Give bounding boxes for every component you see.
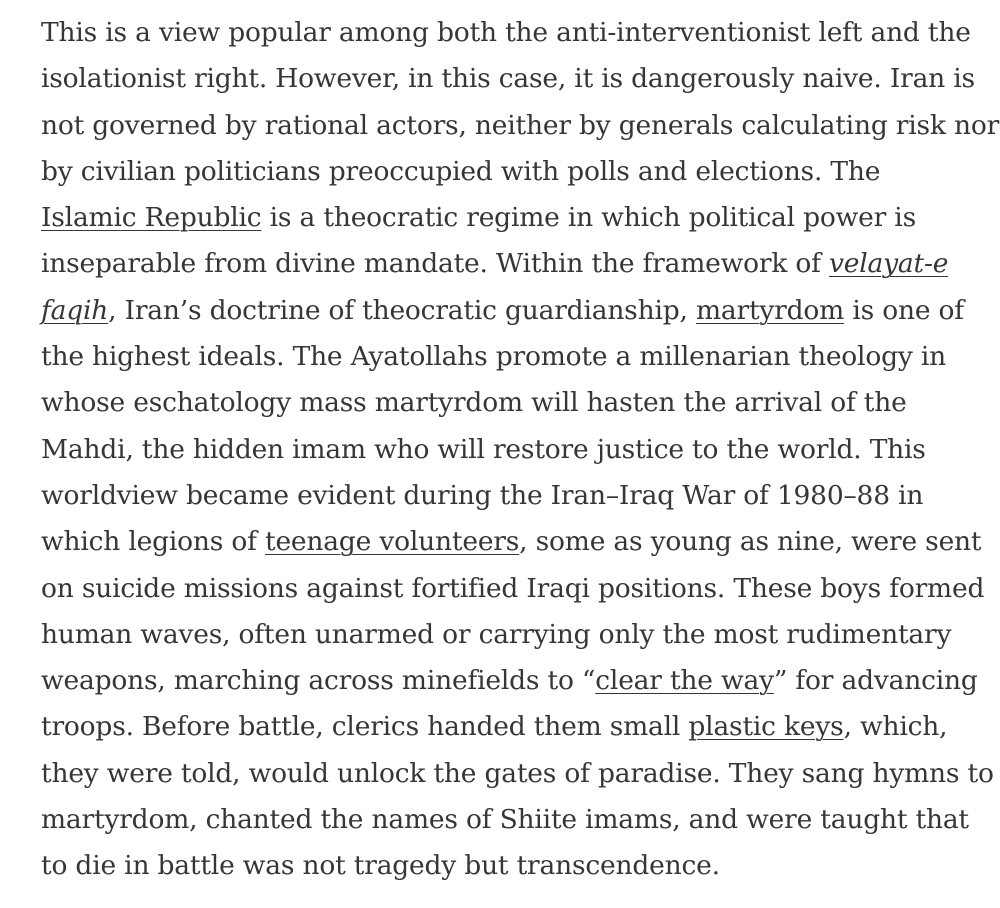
paragraph-text: inseparable from divine mandate. Within the framework of <box>41 248 829 280</box>
paragraph-text: not governed by rational actors, neither by generals calculating risk nor <box>41 109 1000 141</box>
paragraph-line <box>41 612 971 658</box>
article-paragraph <box>41 10 1000 890</box>
paragraph-line <box>41 473 971 519</box>
paragraph-text: whose eschatology mass martyrdom will hasten the arrival of the <box>41 387 907 419</box>
paragraph-text: isolationist right. However, in this case, it is dangerously naive. Iran is <box>41 63 975 95</box>
inline-link[interactable]: plastic keys <box>688 711 844 743</box>
paragraph-text: is one of <box>844 294 964 326</box>
paragraph-text: human waves, often unarmed or carrying only the most rudimentary <box>41 618 952 650</box>
paragraph-text: martyrdom, chanted the names of Shiite imams, and were taught that <box>41 804 969 836</box>
paragraph-line <box>41 10 971 56</box>
paragraph-line <box>41 566 985 612</box>
paragraph-text: ” for advancing <box>773 665 978 697</box>
paragraph-line <box>41 519 982 565</box>
paragraph-text: to die in battle was not tragedy but transcendence. <box>41 850 720 882</box>
paragraph-text: troops. Before battle, clerics handed them small <box>41 711 689 743</box>
paragraph-text: , some as young as nine, were sent <box>519 526 982 558</box>
inline-link[interactable]: clear the way <box>595 665 774 697</box>
paragraph-text: the highest ideals. The Ayatollahs promote a millenarian theology in <box>41 341 946 373</box>
paragraph-text: is a theocratic regime in which political power is <box>261 202 916 234</box>
paragraph-text: on suicide missions against fortified Iraqi positions. These boys formed <box>41 572 985 604</box>
paragraph-text: by civilian politicians preoccupied with polls and elections. The <box>41 155 881 187</box>
paragraph-line <box>41 704 971 750</box>
paragraph-line <box>41 797 971 843</box>
paragraph-text: , Iran’s doctrine of theocratic guardianship, <box>108 294 696 326</box>
paragraph-line <box>41 56 975 102</box>
paragraph-text: weapons, marching across minefields to “ <box>41 665 596 697</box>
paragraph-line <box>41 288 971 334</box>
paragraph-text: , which, <box>843 711 948 743</box>
paragraph-line <box>41 658 978 704</box>
paragraph-line <box>41 427 971 473</box>
paragraph-line <box>41 103 1000 149</box>
inline-link[interactable]: Islamic Republic <box>41 202 262 234</box>
paragraph-line <box>41 334 971 380</box>
paragraph-line <box>41 843 971 889</box>
inline-link[interactable]: martyrdom <box>695 294 845 326</box>
paragraph-text: worldview became evident during the Iran–Iraq War of 1980–88 in <box>41 479 924 511</box>
inline-link[interactable]: teenage volunteers <box>265 526 520 558</box>
paragraph-text: they were told, would unlock the gates of paradise. They sang hymns to <box>41 757 994 789</box>
paragraph-line <box>41 751 994 797</box>
paragraph-text: which legions of <box>41 526 265 558</box>
paragraph-line <box>41 241 971 287</box>
paragraph-line <box>41 380 971 426</box>
paragraph-text: Mahdi, the hidden imam who will restore justice to the world. This <box>41 433 926 465</box>
paragraph-text: This is a view popular among both the anti-interventionist left and the <box>41 17 971 48</box>
inline-link[interactable]: velayat-e <box>829 248 949 280</box>
paragraph-line <box>41 195 971 241</box>
inline-link[interactable]: faqih <box>41 294 109 326</box>
paragraph-line <box>41 149 971 195</box>
